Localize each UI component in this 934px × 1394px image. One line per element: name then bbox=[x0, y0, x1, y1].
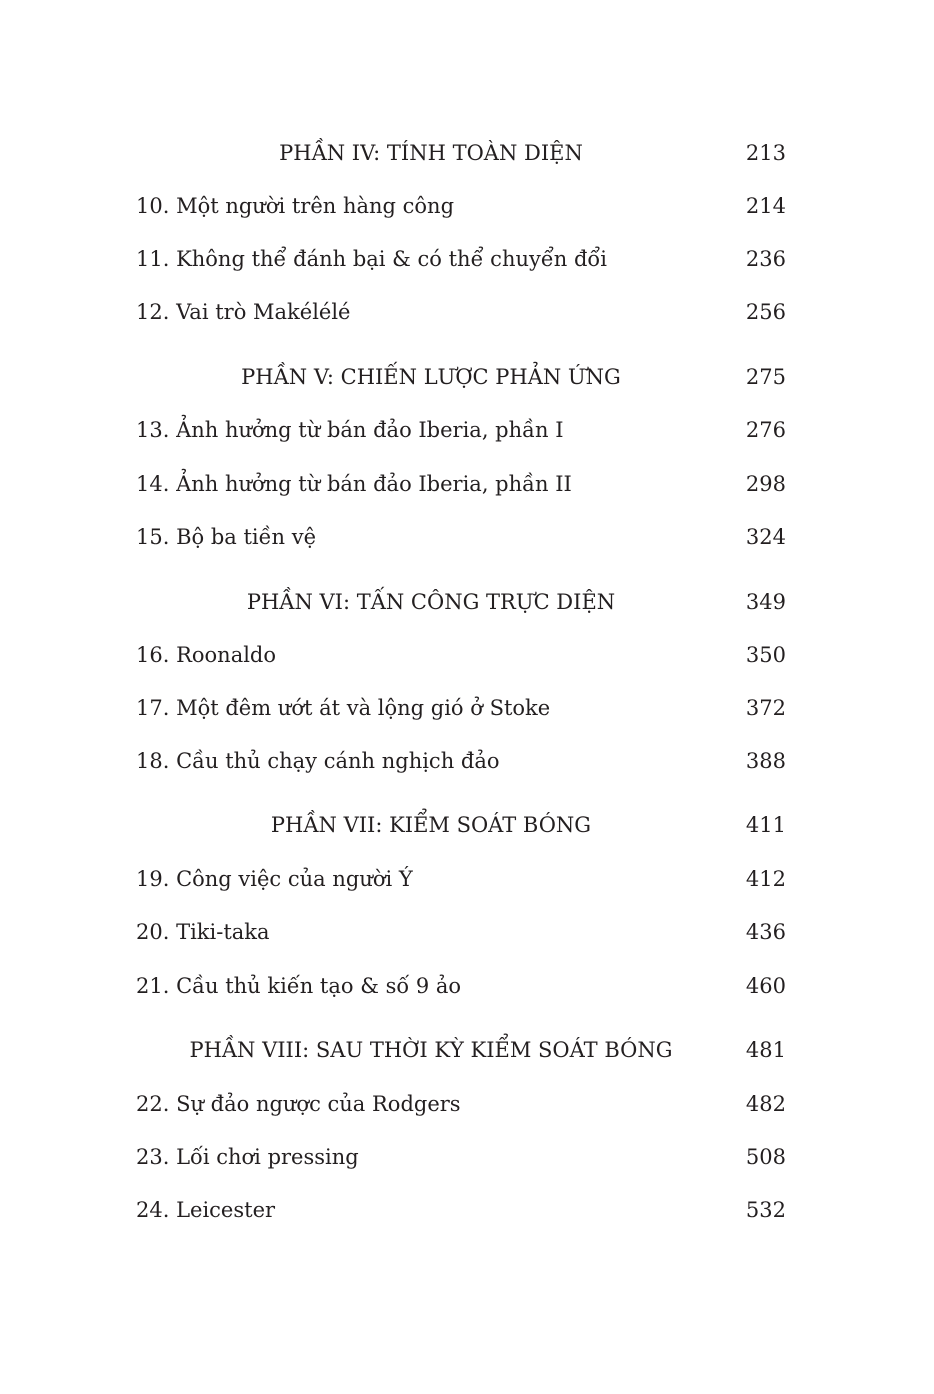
page-number: 508 bbox=[745, 1145, 786, 1169]
toc-chapter-entry bbox=[136, 638, 786, 672]
page-number: 436 bbox=[745, 920, 786, 944]
part-title: PHẦN VI: TẤN CÔNG TRỰC DIỆN bbox=[246, 590, 616, 614]
chapter-title: 14. Ảnh hưởng từ bán đảo Iberia, phần II bbox=[136, 472, 572, 496]
page-number: 412 bbox=[745, 867, 786, 891]
toc-chapter-entry bbox=[136, 189, 786, 223]
chapter-title: 11. Không thể đánh bại & có thể chuyển đổi bbox=[136, 247, 607, 271]
page-number: 460 bbox=[745, 974, 786, 998]
toc-part-heading bbox=[136, 136, 786, 170]
toc-chapter-entry bbox=[136, 1087, 786, 1121]
page-number: 276 bbox=[745, 418, 786, 442]
chapter-title: 24. Leicester bbox=[136, 1198, 276, 1222]
part-title: PHẦN VII: KIỂM SOÁT BÓNG bbox=[270, 813, 592, 837]
toc-chapter-entry bbox=[136, 744, 786, 778]
toc-part-heading bbox=[136, 585, 786, 619]
page-number: 214 bbox=[745, 194, 786, 218]
page-number: 236 bbox=[745, 247, 786, 271]
toc-chapter-entry bbox=[136, 413, 786, 447]
part-title: PHẦN V: CHIẾN LƯỢC PHẢN ỨNG bbox=[241, 365, 621, 389]
chapter-title: 17. Một đêm ướt át và lộng gió ở Stoke bbox=[136, 696, 551, 720]
chapter-title: 21. Cầu thủ kiến tạo & số 9 ảo bbox=[136, 974, 462, 998]
part-title: PHẦN VIII: SAU THỜI KỲ KIỂM SOÁT BÓNG bbox=[189, 1038, 673, 1062]
toc-chapter-entry bbox=[136, 915, 786, 949]
toc-chapter-entry bbox=[136, 242, 786, 276]
toc-part-heading bbox=[136, 1033, 786, 1067]
page-number: 275 bbox=[745, 365, 786, 389]
chapter-title: 19. Công việc của người Ý bbox=[136, 867, 413, 891]
toc-chapter-entry bbox=[136, 969, 786, 1003]
chapter-title: 18. Cầu thủ chạy cánh nghịch đảo bbox=[136, 749, 500, 773]
chapter-title: 12. Vai trò Makélélé bbox=[136, 300, 351, 324]
toc-chapter-entry bbox=[136, 1140, 786, 1174]
toc-chapter-entry bbox=[136, 1193, 786, 1227]
chapter-title: 22. Sự đảo ngược của Rodgers bbox=[136, 1092, 461, 1116]
toc-chapter-entry bbox=[136, 467, 786, 501]
toc-chapter-entry bbox=[136, 862, 786, 896]
page-number: 482 bbox=[745, 1092, 786, 1116]
page-number: 481 bbox=[745, 1038, 786, 1062]
page-number: 532 bbox=[745, 1198, 786, 1222]
page-number: 298 bbox=[745, 472, 786, 496]
page-number: 372 bbox=[745, 696, 786, 720]
chapter-title: 16. Roonaldo bbox=[136, 643, 277, 667]
toc-part-heading bbox=[136, 808, 786, 842]
chapter-title: 15. Bộ ba tiền vệ bbox=[136, 525, 317, 549]
page-number: 324 bbox=[745, 525, 786, 549]
page-number: 349 bbox=[745, 590, 786, 614]
chapter-title: 20. Tiki-taka bbox=[136, 920, 270, 944]
chapter-title: 10. Một người trên hàng công bbox=[136, 194, 455, 218]
chapter-title: 23. Lối chơi pressing bbox=[136, 1145, 359, 1169]
chapter-title: 13. Ảnh hưởng từ bán đảo Iberia, phần I bbox=[136, 418, 564, 442]
toc-part-heading bbox=[136, 360, 786, 394]
page-number: 411 bbox=[745, 813, 786, 837]
page-number: 350 bbox=[745, 643, 786, 667]
page-number: 213 bbox=[745, 141, 786, 165]
part-title: PHẦN IV: TÍNH TOÀN DIỆN bbox=[279, 141, 583, 165]
toc-chapter-entry bbox=[136, 691, 786, 725]
toc-chapter-entry bbox=[136, 295, 786, 329]
page-number: 388 bbox=[745, 749, 786, 773]
page-number: 256 bbox=[745, 300, 786, 324]
toc-chapter-entry bbox=[136, 520, 786, 554]
